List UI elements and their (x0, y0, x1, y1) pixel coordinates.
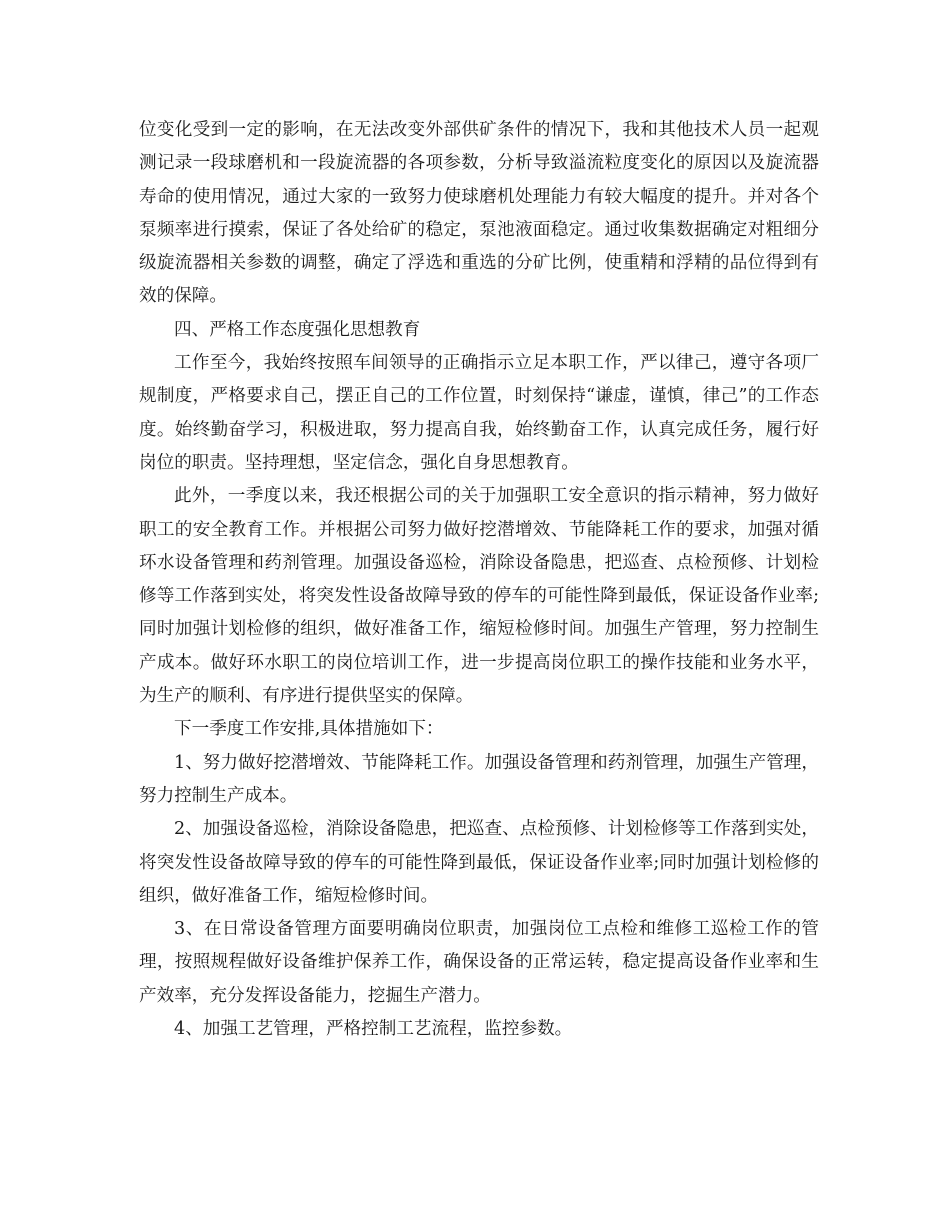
next-quarter-plan-heading: 下一季度工作安排,具体措施如下： (174, 719, 444, 740)
plan-item-3: 3、在日常设备管理方面要明确岗位职责，加强岗位工点检和维修工巡检工作的管理，按照规程做好设备维护保养工作，确保设备的正常运转，稳定提高设备作业率和生产效率，充分发挥设备能力，挖掘生产潜力。 (139, 919, 819, 1006)
plan-item-4: 4、加强工艺管理，严格控制工艺流程，监控参数。 (174, 1019, 573, 1040)
paragraph-continuation: 位变化受到一定的影响，在无法改变外部供矿条件的情况下，我和其他技术人员一起观测记录一段球磨机和一段旋流器的各项参数，分析导致溢流粒度变化的原因以及旋流器寿命的使用情况，通过大家的一致努力使球磨机处理能力有较大幅度的提升。并对各个泵频率进行摸索，保证了各处给矿的稳定，泵池液面稳定。通过收集数据确定对粗细分级旋流器相关参数的调整，确定了浮选和重选的分矿比例，使重精和浮精的品位得到有效的保障。 (139, 120, 819, 307)
plan-item-2: 2、加强设备巡检，消除设备隐患，把巡查、点检预修、计划检修等工作落到实处，将突发性设备故障导致的停车的可能性降到最低，保证设备作业率;同时加强计划检修的组织，做好准备工作，缩短检修时间。 (139, 819, 819, 906)
document-body (139, 114, 819, 1046)
paragraph-work-attitude: 工作至今，我始终按照车间领导的正确指示立足本职工作，严以律己，遵守各项厂规制度，严格要求自己，摆正自己的工作位置，时刻保持“谦虚，谨慎，律己”的工作态度。始终勤奋学习，积极进取，努力提高自我，始终勤奋工作，认真完成任务，履行好岗位的职责。坚持理想，坚定信念，强化自身思想教育。 (139, 353, 819, 473)
plan-item-1: 1、努力做好挖潜增效、节能降耗工作。加强设备管理和药剂管理，加强生产管理，努力控制生产成本。 (139, 752, 819, 806)
paragraph-safety-education: 此外，一季度以来，我还根据公司的关于加强职工安全意识的指示精神，努力做好职工的安全教育工作。并根据公司努力做好挖潜增效、节能降耗工作的要求，加强对循环水设备管理和药剂管理。加强设备巡检，消除设备隐患，把巡查、点检预修、计划检修等工作落到实处，将突发性设备故障导致的停车的可能性降到最低，保证设备作业率;同时加强计划检修的组织，做好准备工作，缩短检修时间。加强生产管理，努力控制生产成本。做好环水职工的岗位培训工作，进一步提高岗位职工的操作技能和业务水平，为生产的顺利、有序进行提供坚实的保障。 (139, 486, 819, 707)
section-heading-four: 四、严格工作态度强化思想教育 (174, 319, 421, 340)
